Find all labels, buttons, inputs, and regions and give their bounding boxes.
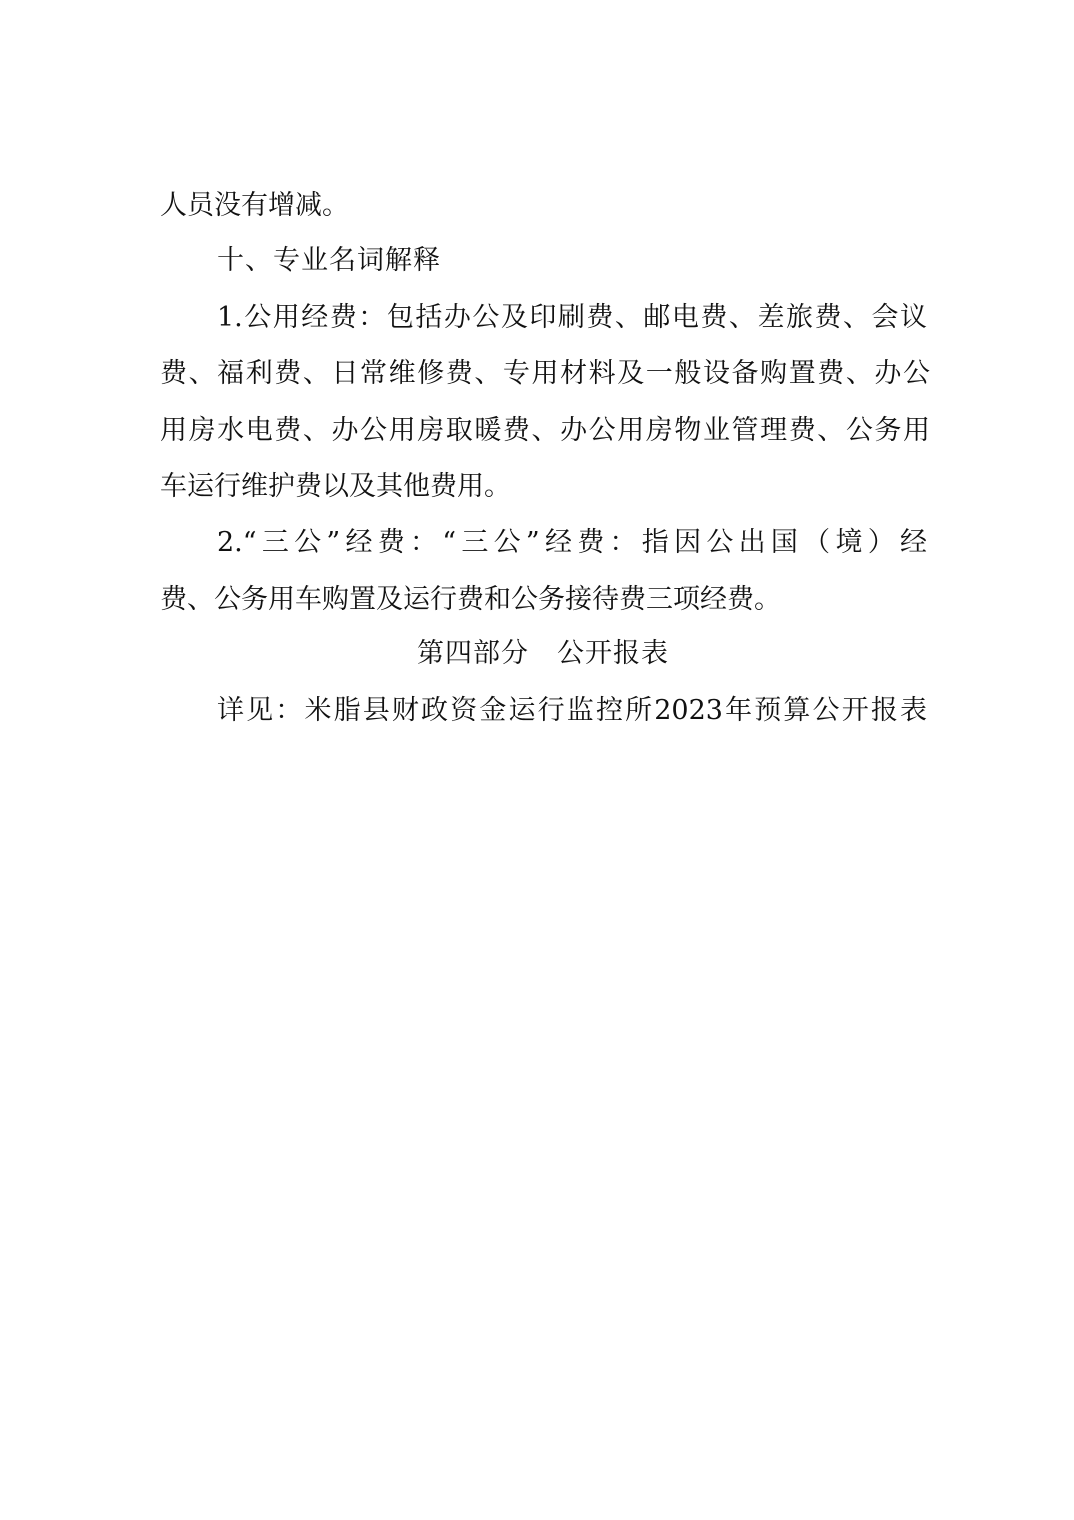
paragraph-line: 用房水电费、办公用房取暖费、办公用房物业管理费、公务用 <box>160 415 930 446</box>
paragraph-line: 车运行维护费以及其他费用。 <box>160 471 511 502</box>
paragraph-line: 1.公用经费：包括办公及印刷费、邮电费、差旅费、会议 <box>217 302 927 333</box>
paragraph-line: 人员没有增减。 <box>160 190 349 221</box>
paragraph-line: 费、福利费、日常维修费、专用材料及一般设备购置费、办公 <box>160 358 930 389</box>
paragraph-line: 费、公务用车购置及运行费和公务接待费三项经费。 <box>160 584 781 615</box>
part-heading: 第四部分 公开报表 <box>417 638 669 669</box>
paragraph-line: 2.“三公”经费：“三公”经费：指因公出国（境）经 <box>217 527 927 558</box>
section-heading: 十、专业名词解释 <box>217 245 441 276</box>
paragraph-line: 详见：米脂县财政资金运行监控所2023年预算公开报表 <box>217 695 927 726</box>
